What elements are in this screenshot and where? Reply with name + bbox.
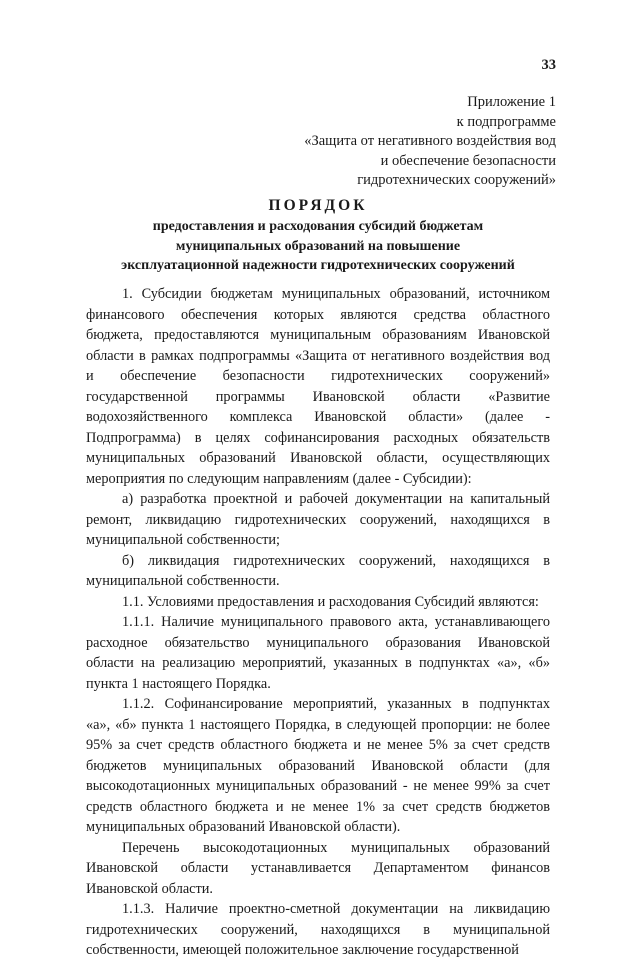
text-line: муниципальной собственности;: [86, 532, 280, 548]
text-line: ремонт, ликвидацию гидротехнических сооружений, находящихся в: [86, 511, 550, 528]
text-line: гидротехнических сооружений, находящихся в муниципальной: [86, 921, 550, 938]
annex-line: гидротехнических сооружений»: [357, 172, 556, 188]
text-line: 1. Субсидии бюджетам муниципальных образований, источником: [122, 286, 550, 302]
annex-line: Приложение 1: [467, 94, 556, 110]
document-subtitle: [80, 217, 556, 276]
paragraph: [86, 489, 550, 551]
page-number: 33: [541, 57, 556, 73]
annex-line: к подпрограмме: [456, 113, 556, 130]
text-line: а) разработка проектной и рабочей документации на капитальный: [122, 491, 550, 507]
text-line: Перечень высокодотационных муниципальных образований: [122, 839, 550, 856]
text-line: Подпрограмма) в целях софинансирования расходных обязательств: [86, 429, 550, 446]
paragraph: [86, 612, 550, 694]
text-line: финансового обеспечения которых являются средства областного: [86, 306, 550, 323]
text-line: муниципальной собственности.: [86, 573, 280, 589]
text-line: бюджета, предоставляются муниципальным образованиям Ивановской: [86, 327, 550, 343]
text-line: «а», «б» пункта 1 настоящего Порядка, в следующей пропорции: не более: [86, 716, 550, 733]
text-line: б) ликвидация гидротехнических сооружений, находящихся в: [122, 552, 550, 569]
text-line: собственности, имеющей положительное заключение государственной: [86, 942, 519, 958]
paragraph: [86, 551, 550, 592]
text-line: области на реализацию мероприятий, указанных в подпунктах «а», «б»: [86, 655, 550, 671]
text-line: муниципальных образований Ивановской области, осуществляющих: [86, 450, 550, 466]
text-line: мероприятия по следующим направлениям (далее - Субсидии):: [86, 470, 472, 487]
document-body: [86, 284, 550, 961]
text-line: 1.1.2. Софинансирование мероприятий, указанных в подпунктах: [122, 696, 550, 712]
text-line: государственной программы Ивановской области «Развитие: [86, 388, 550, 405]
text-line: водохозяйственного комплекса Ивановской области» (далее -: [86, 409, 550, 425]
text-line: области в рамках подпрограммы «Защита от негативного воздействия вод: [86, 347, 550, 364]
text-line: Ивановской области.: [86, 880, 214, 897]
document-title: ПОРЯДОК: [268, 197, 368, 214]
annex-header: [236, 93, 556, 191]
text-line: пункта 1 настоящего Порядка.: [86, 675, 271, 692]
annex-line: «Защита от негативного воздействия вод: [304, 133, 556, 149]
text-line: расходное обязательство муниципального образования Ивановской: [86, 634, 550, 651]
subtitle-line: муниципальных образований на повышение: [175, 238, 461, 254]
text-line: и обеспечение безопасности гидротехнических сооружений»: [86, 368, 550, 384]
text-line: бюджетов муниципальных образований Ивановской области (для: [86, 757, 550, 774]
paragraph: [86, 592, 550, 613]
paragraph: [86, 284, 550, 489]
text-line: 1.1.1. Наличие муниципального правового акта, устанавливающего: [122, 614, 550, 630]
text-line: 95% за счет средств областного бюджета и не менее 5% за счет средств: [86, 737, 550, 753]
paragraph: [86, 899, 550, 961]
annex-line: и обеспечение безопасности: [380, 152, 556, 169]
subtitle-line: эксплуатационной надежности гидротехнических сооружений: [121, 258, 515, 273]
text-line: 1.1.3. Наличие проектно-сметной документации на ликвидацию: [122, 901, 550, 917]
text-line: Ивановской области устанавливается Департаментом финансов: [86, 860, 550, 876]
text-line: средств областного бюджета и не менее 1% за счет средств бюджетов: [86, 798, 550, 815]
title-block: [80, 195, 556, 276]
paragraph: [86, 694, 550, 838]
subtitle-line: предоставления и расходования субсидий бюджетам: [152, 219, 484, 234]
paragraph: [86, 838, 550, 900]
text-line: муниципальных образований Ивановской области).: [86, 819, 401, 835]
text-line: высокодотационных муниципальных образований - не менее 99% за счет: [86, 778, 550, 794]
text-line: 1.1. Условиями предоставления и расходования Субсидий являются:: [122, 593, 539, 610]
